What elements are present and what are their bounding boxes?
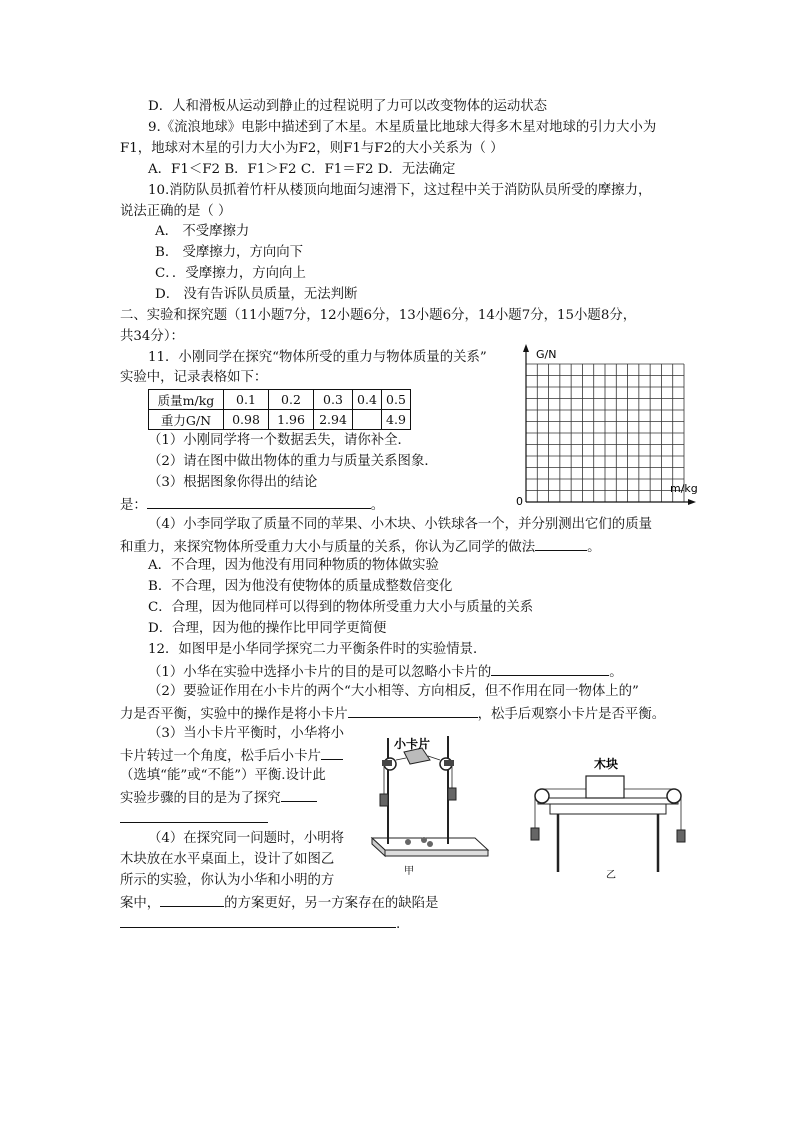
q12-part3-line4 — [120, 787, 317, 809]
table-cell: 重力G/N — [149, 410, 224, 430]
q8-option-d: D．人和滑板从运动到静止的过程说明了力可以改变物体的运动状态 — [148, 99, 548, 114]
figure-a-card-apparatus — [360, 730, 495, 880]
answer-prefix: 是： — [120, 498, 147, 513]
answer-suffix: 。 — [370, 498, 385, 513]
answer-blank[interactable] — [535, 536, 587, 551]
q11-option-a: A．不合理，因为他没有用同种物质的物体做实验 — [148, 558, 439, 573]
q12-part4-line4 — [120, 892, 438, 914]
figure-b-caption: 乙 — [606, 870, 616, 880]
y-axis-label: G/N — [536, 348, 557, 361]
q12-part2-line2 — [120, 703, 665, 725]
answer-blank[interactable] — [321, 745, 343, 760]
q9-stem-line1: 9.《流浪地球》电影中描述到了木星。木星质量比地球大得多木星对地球的引力大小为 — [148, 120, 657, 135]
q9-options: A．F1＜F2 B．F1＞F2 C．F1＝F2 D．无法确定 — [148, 162, 456, 177]
x-axis-arrow-icon — [688, 499, 696, 505]
answer-blank[interactable] — [120, 808, 268, 823]
table-cell: 0.1 — [224, 390, 269, 410]
origin-label: 0 — [516, 495, 523, 508]
q12-part3-line1: （3）当小卡片平衡时，小华将小 — [148, 726, 344, 741]
q11-option-c: C．合理，因为他同样可以得到的物体所受重力大小与质量的关系 — [148, 600, 534, 615]
q12-part4-line3: 所示的实验，你认为小华和小明的方 — [120, 873, 335, 888]
table-row — [149, 390, 411, 410]
q10-option-d: D． 没有告诉队员质量，无法判断 — [155, 287, 358, 302]
part3-text: 实验步骤的目的是为了探究 — [120, 791, 281, 806]
q9-stem-line2: F1，地球对木星的引力大小为F2，则F1与F2的大小关系为（ ） — [120, 141, 504, 156]
q12-part3-line5 — [120, 808, 268, 830]
part4-suffix: . — [396, 917, 401, 932]
part4-suffix: 。 — [587, 540, 601, 555]
answer-blank[interactable] — [491, 661, 609, 676]
part4-text: 案中， — [120, 896, 161, 911]
q11-stem-line2: 实验中，记录表格如下： — [120, 370, 268, 385]
q11-record-table — [148, 389, 411, 430]
q11-option-d: D．合理，因为他的操作比甲同学更简便 — [148, 621, 387, 636]
y-axis-arrow-icon — [523, 344, 529, 352]
table-cell: 0.2 — [269, 390, 314, 410]
q12-part4-line1: （4）在探究同一问题时，小明将 — [148, 831, 344, 846]
q12-part1 — [148, 661, 623, 683]
figure-a-label: 小卡片 — [394, 737, 431, 751]
table-cell: 4.9 — [382, 410, 411, 430]
figure-b-label: 木块 — [594, 757, 619, 771]
part4-text: 和重力，来探究物体所受重力大小与质量的关系，你认为乙同学的做法 — [120, 540, 536, 555]
x-axis-label: m/kg — [670, 482, 698, 495]
table-cell: 1.96 — [269, 410, 314, 430]
section2-heading-line2: 共34分）： — [120, 329, 184, 344]
part2-suffix: ，松手后观察小卡片是否平衡。 — [477, 707, 666, 722]
q12-part4-line5 — [120, 913, 400, 935]
q12-part4-line2: 木块放在水平桌面上，设计了如图乙 — [120, 852, 335, 867]
q10-option-c: C．．受摩擦力，方向向上 — [155, 266, 306, 281]
q10-option-b: B． 受摩擦力，方向向下 — [155, 245, 304, 260]
table-cell: 0.98 — [224, 410, 269, 430]
q10-option-a: A． 不受摩擦力 — [155, 224, 250, 239]
q11-part3: （3）根据图象你得出的结论 — [148, 475, 318, 490]
table-cell: 0.3 — [314, 390, 353, 410]
table-row — [149, 410, 411, 430]
part2-text: 力是否平衡，实验中的操作是将小卡片 — [120, 707, 348, 722]
q11-part4-line1: （4）小李同学取了质量不同的苹果、小木块、小铁球各一个，并分别测出它们的质量 — [148, 517, 652, 532]
table-cell: 0.5 — [382, 390, 411, 410]
table-cell: 2.94 — [314, 410, 353, 430]
table-cell: 0.4 — [353, 390, 382, 410]
answer-blank[interactable] — [147, 494, 371, 509]
q11-part2: （2）请在图中做出物体的重力与质量关系图象． — [148, 454, 438, 469]
q11-grid-graph[interactable] — [510, 342, 705, 510]
figure-a-caption: 甲 — [404, 866, 414, 877]
part1-text: （1）小华在实验中选择小卡片的目的是可以忽略小卡片的 — [148, 665, 492, 680]
section2-heading-line1: 二、实验和探究题（11小题7分，12小题6分，13小题6分，14小题7分，15小题8分， — [120, 308, 637, 323]
part3-text: 卡片转过一个角度，松手后小卡片 — [120, 749, 321, 764]
q11-part4-line2 — [120, 536, 601, 558]
part4-text: 的方案更好，另一方案存在的缺陷是 — [224, 896, 439, 911]
answer-blank[interactable] — [348, 703, 478, 718]
answer-blank[interactable] — [281, 787, 317, 802]
q11-part3-answer-line — [120, 494, 384, 516]
q12-part3-line3: （选填“能”或“不能”）平衡.设计此 — [120, 768, 326, 783]
figure-b-block-apparatus — [524, 750, 694, 880]
q11-part1: （1）小刚同学将一个数据丢失，请你补全． — [148, 433, 411, 448]
table-cell — [353, 410, 382, 430]
q11-stem-line1: 11．小刚同学在探究“物体所受的重力与物体质量的关系” — [148, 350, 487, 365]
q12-stem: 12．如图甲是小华同学探究二力平衡条件时的实验情景． — [148, 642, 487, 657]
q12-part2-line1: （2）要验证作用在小卡片的两个“大小相等、方向相反，但不作用在同一物体上的” — [148, 684, 639, 699]
answer-blank[interactable] — [160, 892, 224, 907]
answer-blank[interactable] — [120, 913, 396, 928]
q10-stem-line2: 说法正确的是（ ） — [120, 204, 232, 219]
q10-stem-line1: 10.消防队员抓着竹杆从楼顶向地面匀速滑下，这过程中关于消防队员所受的摩擦力， — [148, 183, 652, 198]
part1-suffix: 。 — [609, 665, 623, 680]
q12-part3-line2 — [120, 745, 343, 767]
table-cell: 质量m/kg — [149, 390, 224, 410]
q11-option-b: B．不合理，因为他没有使物体的质量成整数倍变化 — [148, 579, 453, 594]
